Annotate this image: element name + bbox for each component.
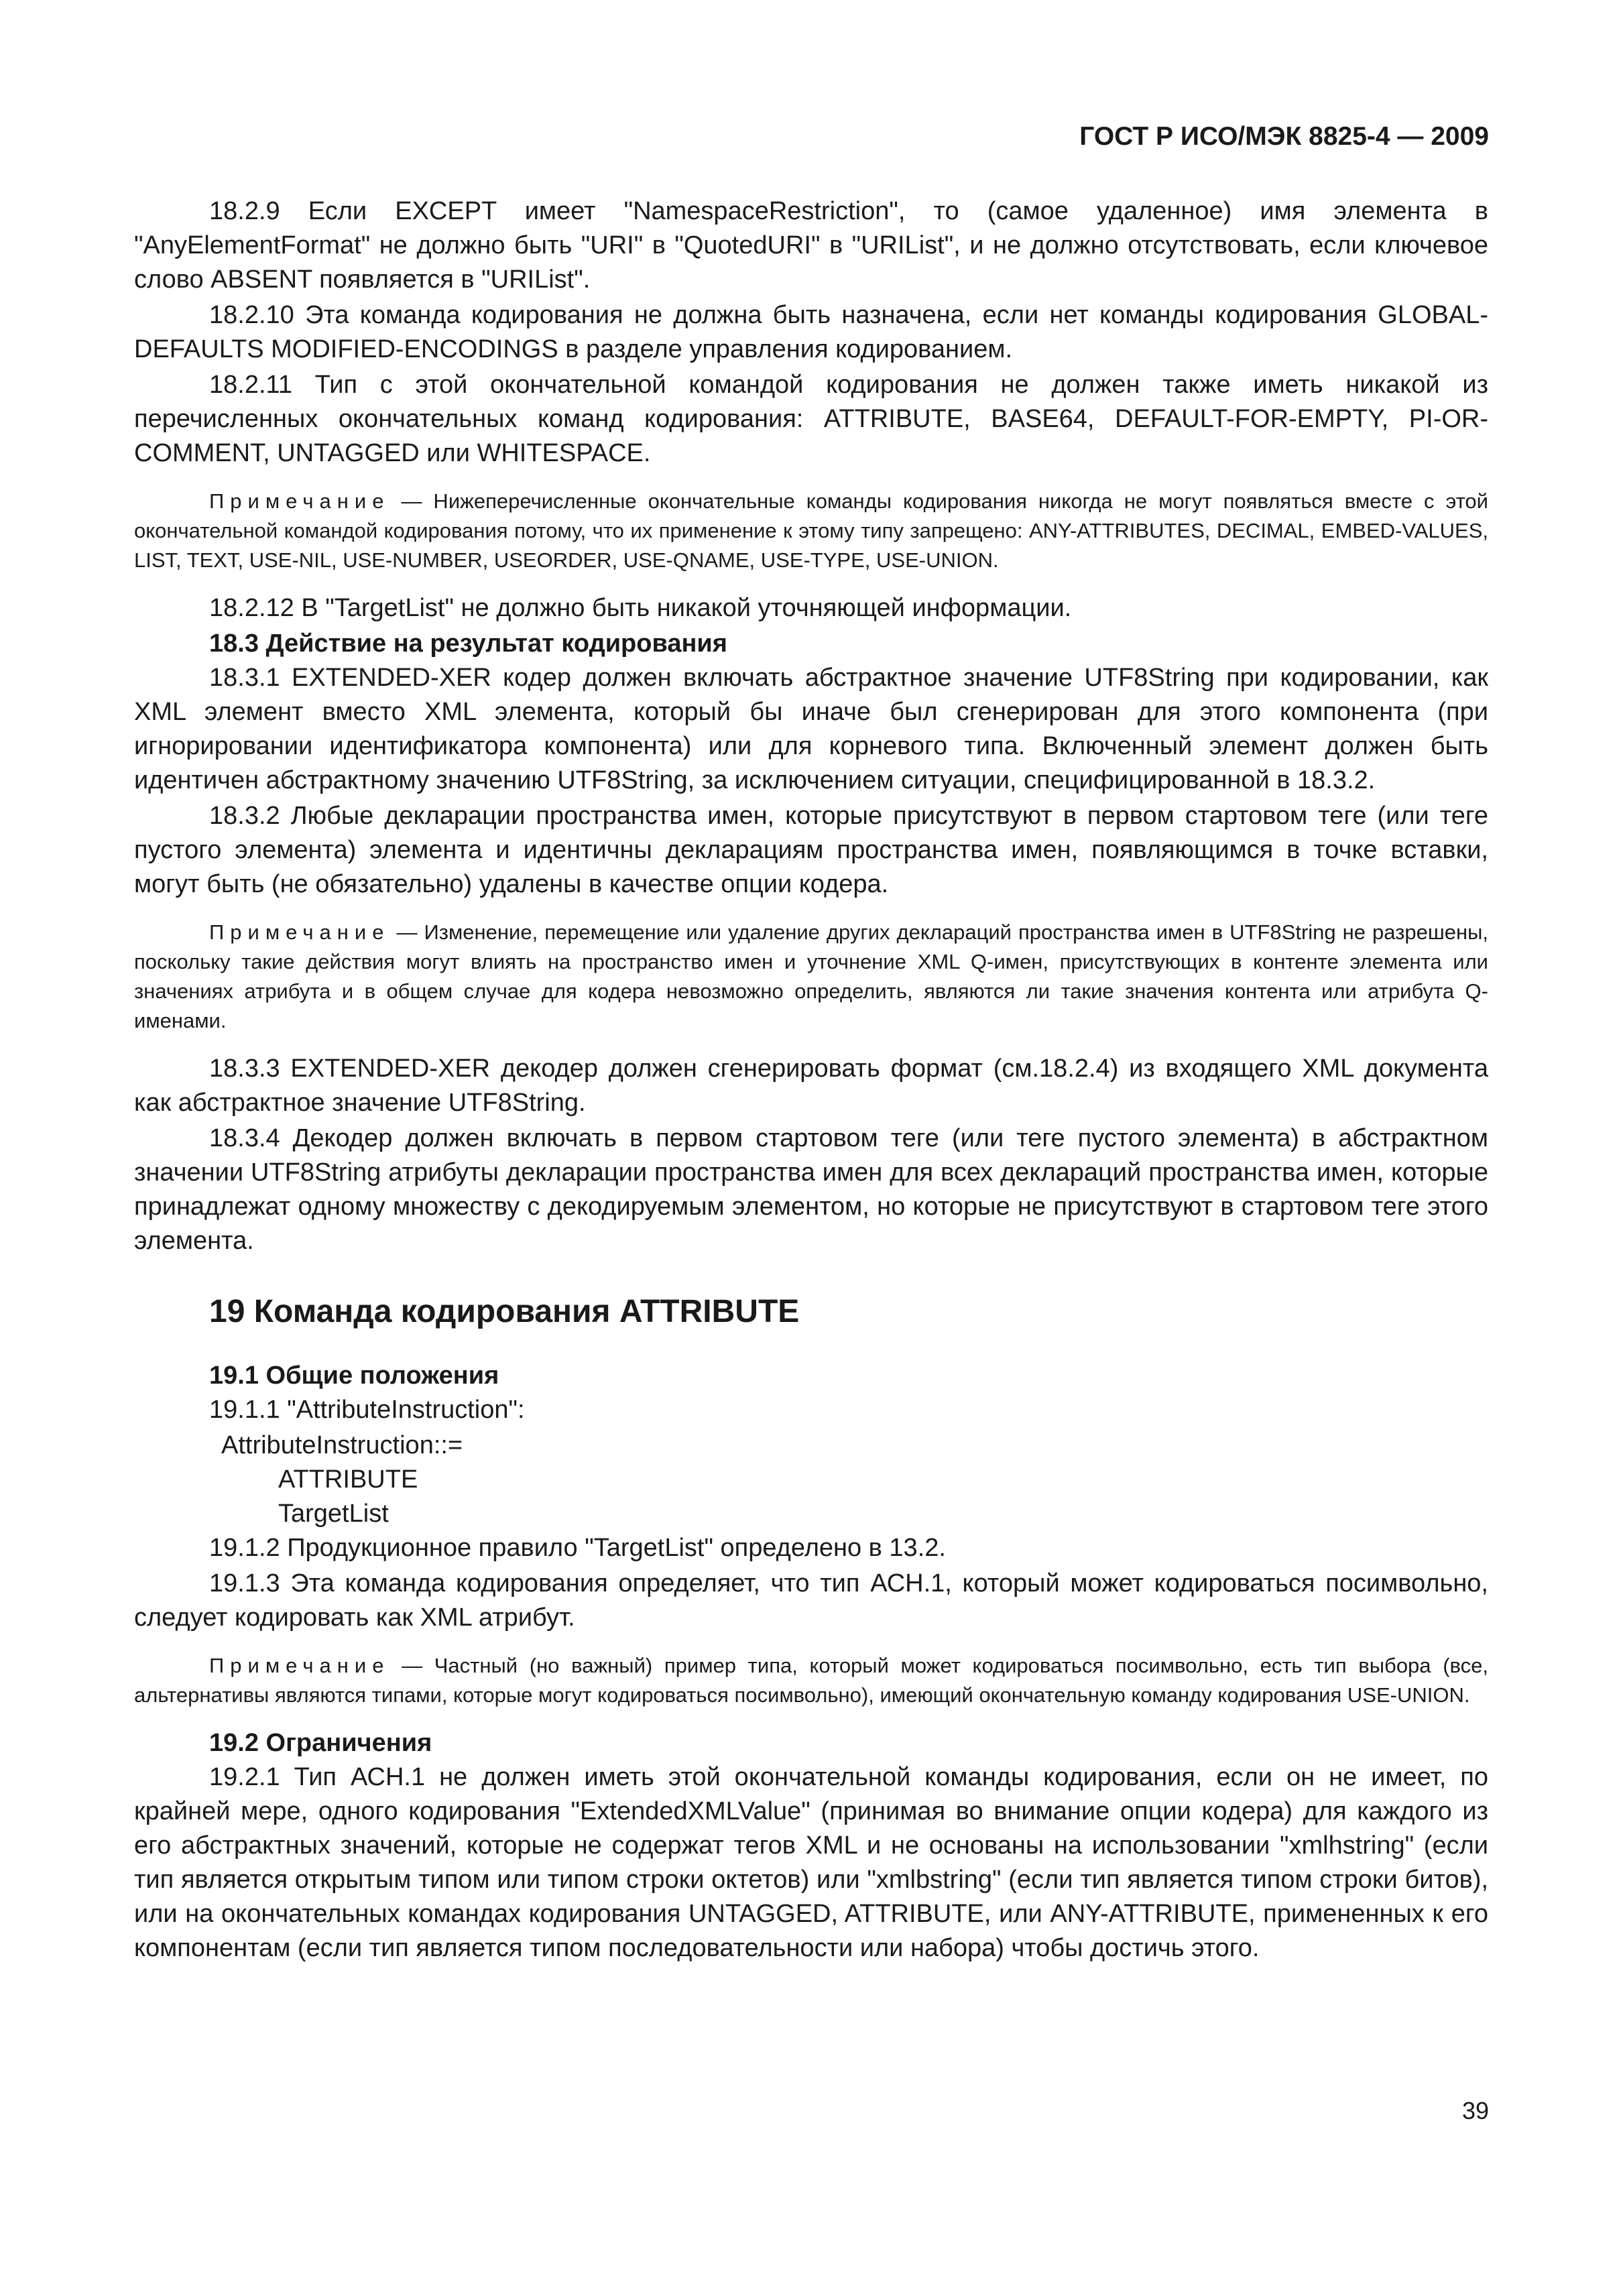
note-3 <box>134 1651 1488 1710</box>
clause-19-1-1: 19.1.1 "AttributeInstruction": <box>209 1396 525 1424</box>
note-2 <box>134 918 1488 1036</box>
clause-19-1-3: 19.1.3 Эта команда кодирования определяет, что тип АСН.1, который может кодироваться посимвольно, следует кодировать как XML атрибут. <box>134 1569 1488 1632</box>
grammar-line: TargetList <box>278 1500 389 1528</box>
grammar-line: AttributeInstruction::= <box>221 1431 463 1459</box>
note-text: — Нижеперечисленные окончательные команды кодирования никогда не могут появляться вместе с этой окончательной командой кодирования потому, что их применение к этому типу запрещено: ANY-ATTRIBUTES, DECIMAL, EMBED-VALUES, LIST, TEXT, USE-NIL, USE-NUMBER, USEORDER, USE-QNAME, USE-TYPE, USE-UNION. <box>134 489 1488 572</box>
clause-18-2-9: 18.2.9 Если EXCEPT имеет "NamespaceRestriction", то (самое удаленное) имя элемента в "AnyElementFormat" не должно быть "URI" в "QuotedURI" в "URIList", и не должно отсутствовать, если ключевое слово ABSENT появляется в "URIList". <box>134 197 1488 294</box>
subsection-heading-18-3: 18.3 Действие на результат кодирования <box>209 629 727 658</box>
document-header: ГОСТ Р ИСО/МЭК 8825-4 — 2009 <box>1079 122 1489 151</box>
clause-19-1-2: 19.1.2 Продукционное правило "TargetList" определено в 13.2. <box>209 1534 946 1562</box>
clause-18-3-1: 18.3.1 EXTENDED-XER кодер должен включать абстрактное значение UTF8String при кодировании, как XML элемент вместо XML элемента, который бы иначе был сгенерирован для этого компонента (при игнорировании идентификатора компонента) или для корневого типа. Включенный элемент должен быть идентичен абстрактному значению UTF8String, за исключением ситуации, специфицированной в 18.3.2. <box>134 664 1488 794</box>
page-number: 39 <box>1461 2097 1489 2124</box>
clause-18-3-3: 18.3.3 EXTENDED-XER декодер должен сгенерировать формат (см.18.2.4) из входящего XML документа как абстрактное значение UTF8String. <box>134 1054 1488 1117</box>
clause-18-2-10: 18.2.10 Эта команда кодирования не должна быть назначена, если нет команды кодирования GLOBAL-DEFAULTS MODIFIED-ENCODINGS в разделе управления кодированием. <box>134 301 1488 363</box>
note-text: — Частный (но важный) пример типа, который может кодироваться посимвольно, есть тип выбора (все, альтернативы являются типами, которые могут кодироваться посимвольно), имеющий окончательную команду кодирования USE-UNION. <box>134 1654 1488 1707</box>
subsection-heading-19-2: 19.2 Ограничения <box>209 1729 432 1757</box>
page-content <box>134 194 1488 1967</box>
section-heading-19: 19 Команда кодирования ATTRIBUTE <box>209 1294 800 1329</box>
clause-18-2-11: 18.2.11 Тип с этой окончательной командой кодирования не должен также иметь никакой из перечисленных окончательных команд кодирования: ATTRIBUTE, BASE64, DEFAULT-FOR-EMPTY, PI-OR-COMMENT, UNTAGGED или WHITESPACE. <box>134 371 1488 467</box>
note-text: — Изменение, перемещение или удаление других деклараций пространства имен в UTF8String не разрешены, поскольку такие действия могут влиять на пространство имен и уточнение XML Q-имен, присутствующих в контенте элемента или значениях атрибута и в общем случае для кодера невозможно определить, являются ли такие значения контента или атрибута Q-именами. <box>134 920 1488 1032</box>
grammar-line: ATTRIBUTE <box>278 1465 418 1494</box>
note-label: Примечание <box>209 489 390 513</box>
subsection-heading-19-1: 19.1 Общие положения <box>209 1362 499 1390</box>
clause-18-2-12: 18.2.12 В "TargetList" не должно быть никакой уточняющей информации. <box>209 594 1072 622</box>
clause-19-2-1: 19.2.1 Тип АСН.1 не должен иметь этой окончательной команды кодирования, если он не имеет, по крайней мере, одного кодирования "ExtendedXMLValue" (принимая во внимание опции кодера) для каждого из его абстрактных значений, которые не содержат тегов XML и не основаны на использовании "xmlhstring" (если тип является открытым типом или типом строки октетов) или "xmlbstring" (если тип является типом строки битов), или на окончательных командах кодирования UNTAGGED, ATTRIBUTE, или ANY-ATTRIBUTE, примененных к его компонентам (если тип является типом последовательности или набора) чтобы достичь этого. <box>134 1763 1488 1962</box>
note-1 <box>134 487 1488 575</box>
clause-18-3-4: 18.3.4 Декодер должен включать в первом стартовом теге (или теге пустого элемента) в абстрактном значении UTF8String атрибуты декларации пространства имен для всех деклараций пространства имен, которые принадлежат одному множеству с декодируемым элементом, но которые не присутствуют в стартовом теге этого элемента. <box>134 1124 1488 1255</box>
clause-18-3-2: 18.3.2 Любые декларации пространства имен, которые присутствуют в первом стартовом теге (или теге пустого элемента) элемента и идентичны декларациям пространства имен, появляющимся в точке вставки, могут быть (не обязательно) удалены в качестве опции кодера. <box>134 802 1488 898</box>
note-label: Примечание <box>209 1654 390 1677</box>
note-label: Примечание <box>209 920 390 944</box>
